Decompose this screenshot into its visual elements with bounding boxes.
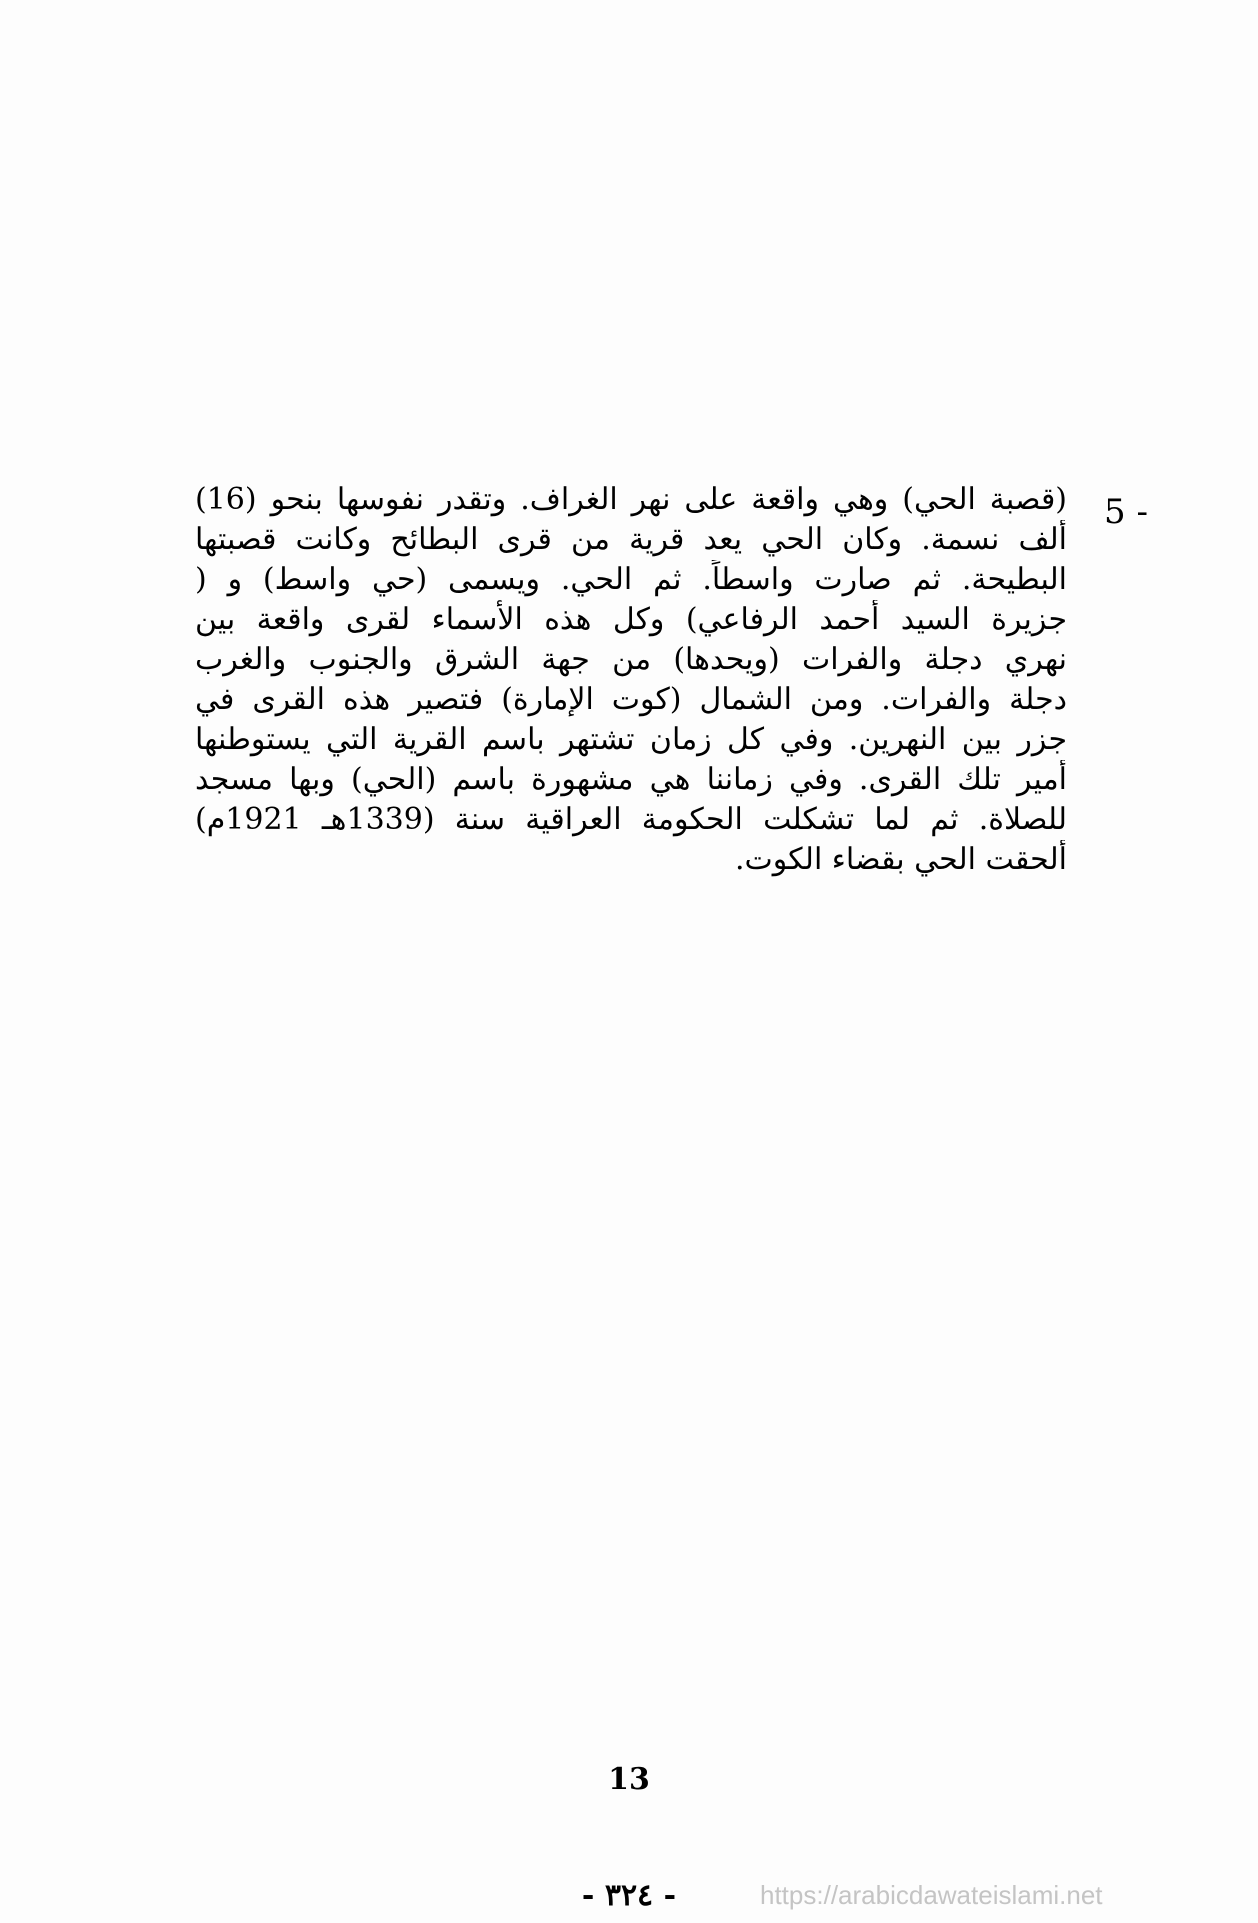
volume-page-number: - ٣٢٤ -: [581, 1878, 677, 1913]
paragraph-line: أمير تلك القرى. وفي زماننا هي مشهورة باسم (الحي) وبها مسجد: [195, 762, 1067, 797]
paragraph-line: (قصبة الحي) وهي واقعة على نهر الغراف. وتقدر نفوسها بنحو (16): [195, 482, 1067, 517]
paragraph-line: دجلة والفرات. ومن الشمال (كوت الإمارة) فتصير هذه القرى في: [195, 682, 1067, 717]
paragraph-line: جزيرة السيد أحمد الرفاعي) وكل هذه الأسماء لقرى واقعة بين: [195, 602, 1067, 637]
paragraph-line: للصلاة. ثم لما تشكلت الحكومة العراقية سنة (1339هـ 1921م): [195, 802, 1067, 837]
paragraph: [195, 480, 1067, 880]
page-number: 13: [608, 1762, 650, 1797]
item-number: 5 -: [1104, 492, 1148, 532]
paragraph-line: جزر بين النهرين. وفي كل زمان تشتهر باسم القرية التي يستوطنها: [195, 722, 1067, 757]
paragraph-line: البطيحة. ثم صارت واسطاً. ثم الحي. ويسمى (حي واسط) و (: [195, 562, 1067, 597]
paragraph-line: ألحقت الحي بقضاء الكوت.: [734, 842, 1067, 877]
paragraph-line: نهري دجلة والفرات (ويحدها) من جهة الشرق والجنوب والغرب: [195, 642, 1067, 677]
paragraph-line: ألف نسمة. وكان الحي يعد قرية من قرى البطائح وكانت قصبتها: [195, 522, 1067, 557]
watermark-url: https://arabicdawateislami.net: [760, 1880, 1103, 1910]
